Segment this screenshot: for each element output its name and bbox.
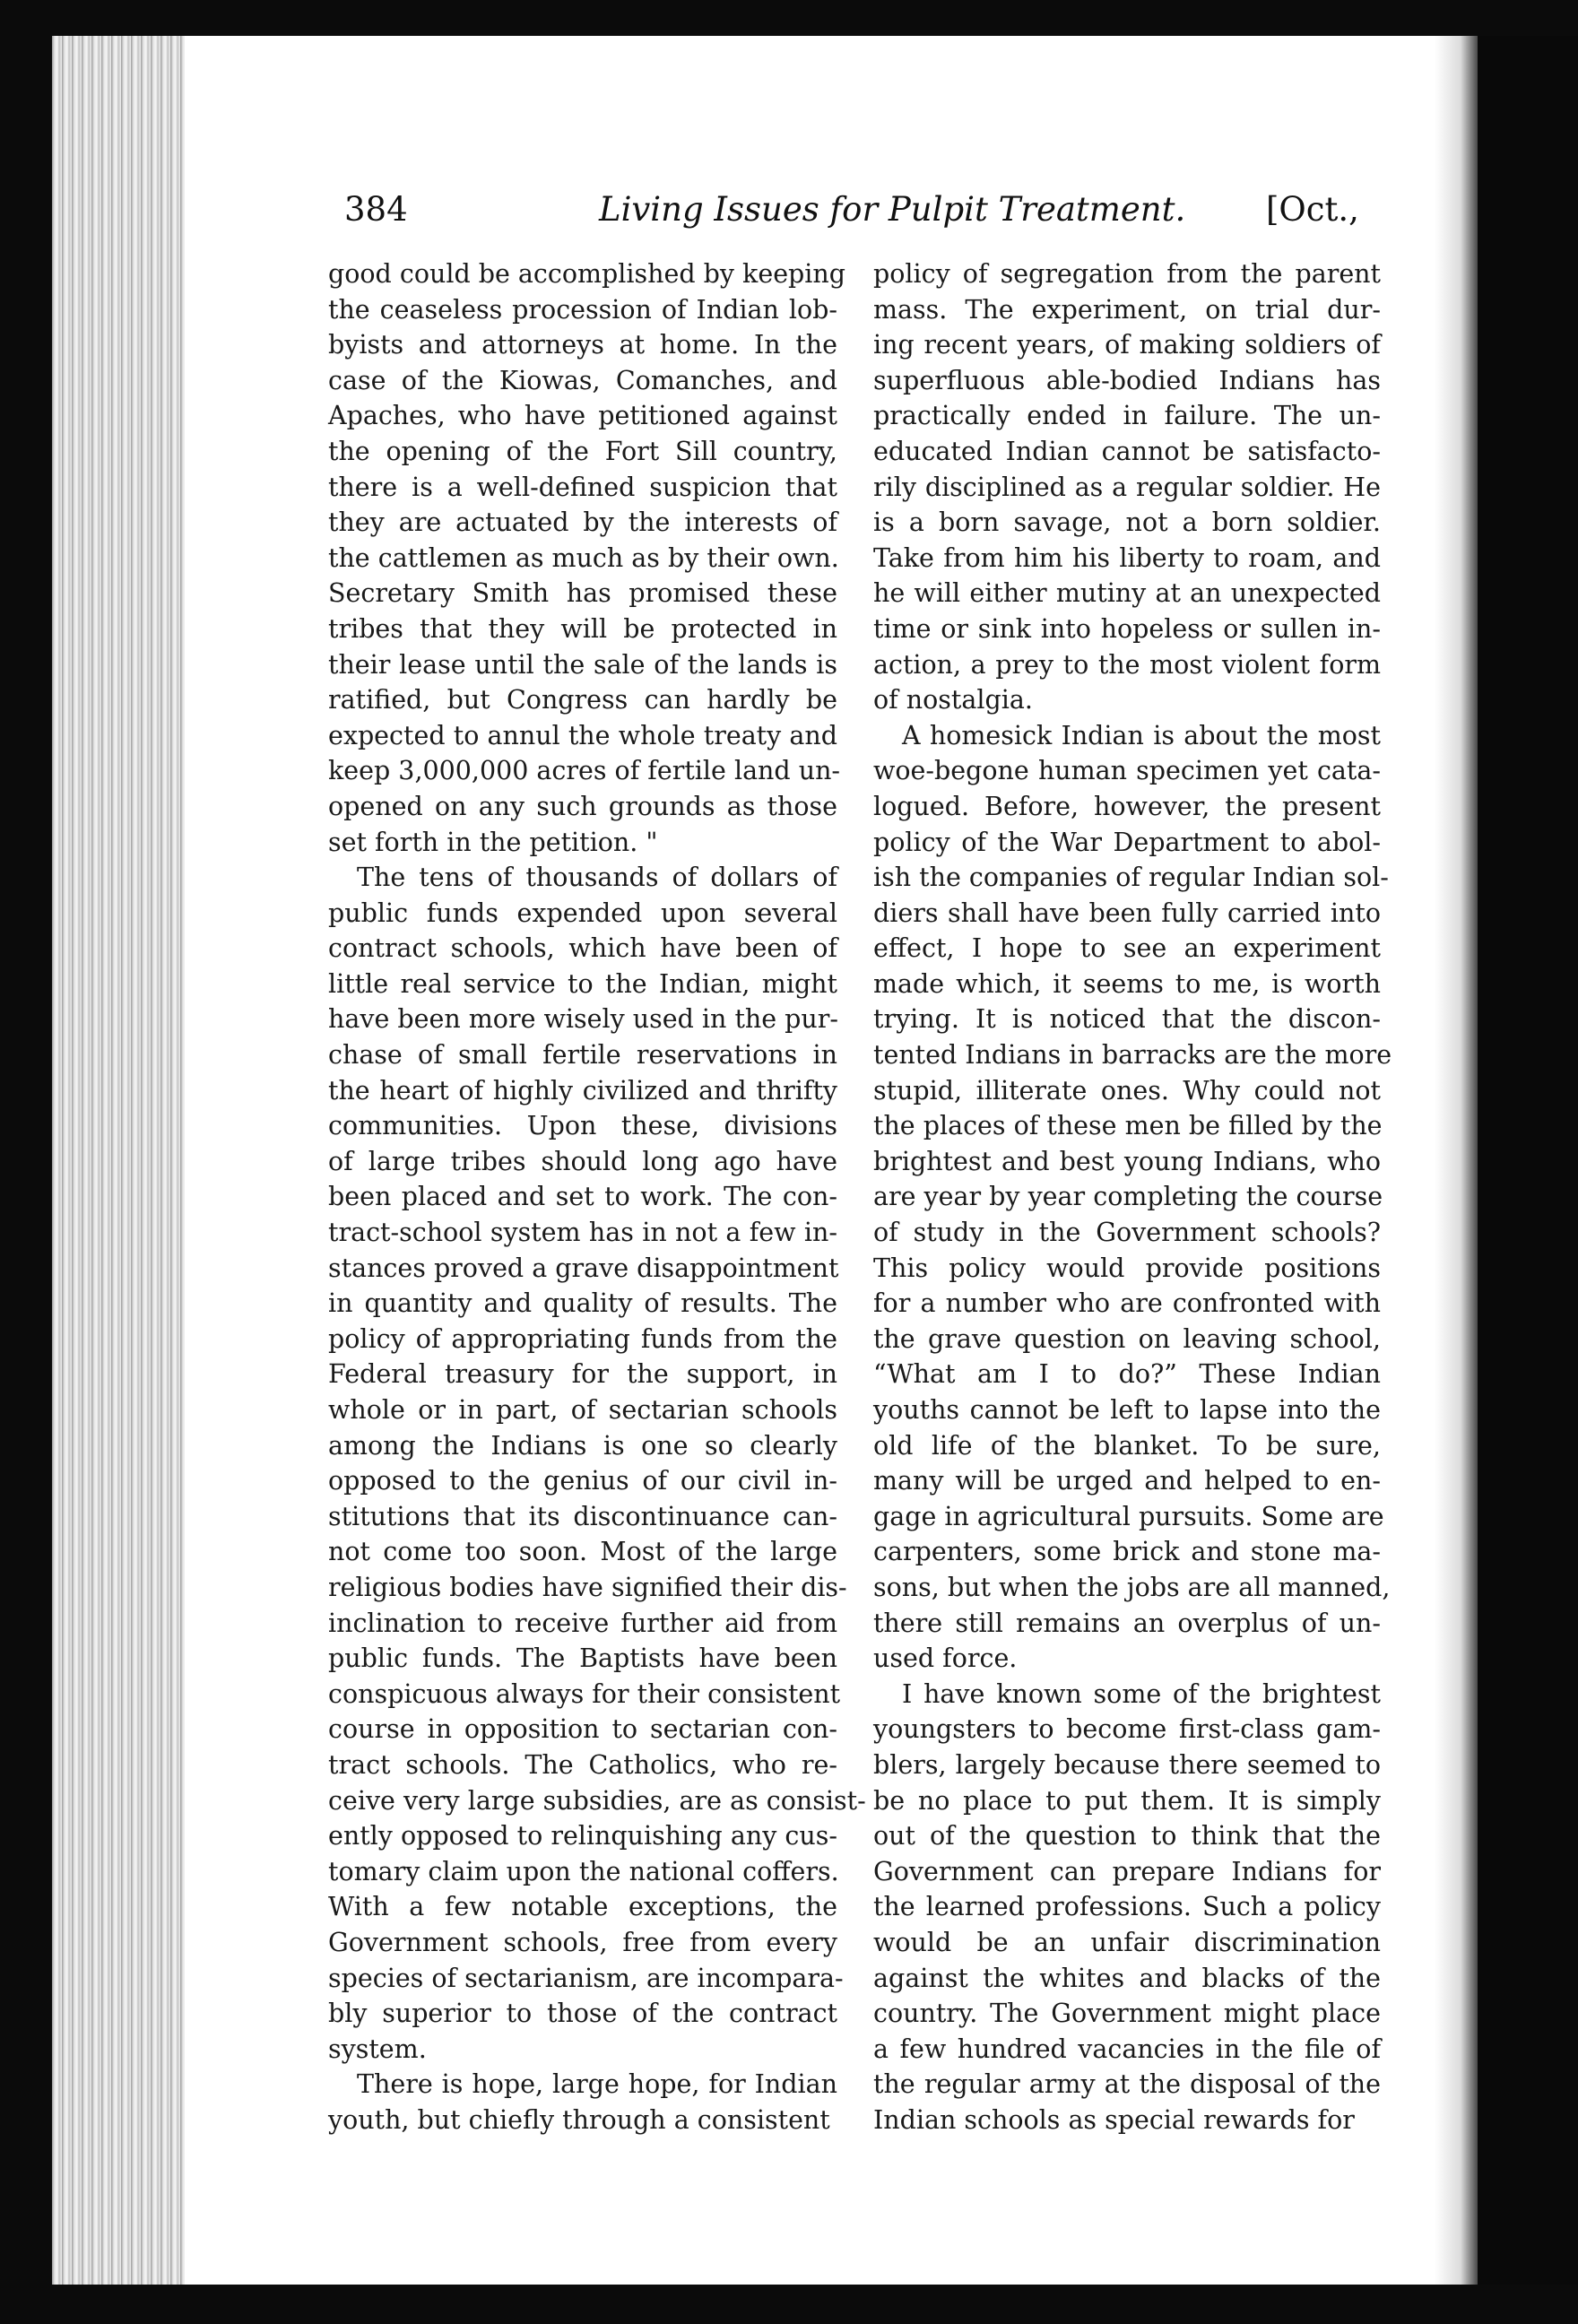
text-line: opposed to the genius of our civil in- <box>328 1466 837 1496</box>
text-line: the cattlemen as much as by their own. <box>328 542 839 573</box>
text-line: byists and attorneys at home. In the <box>328 330 837 360</box>
text-line: be no place to put them. It is simply <box>873 1785 1381 1816</box>
text-line: policy of segregation from the parent <box>873 259 1381 289</box>
text-line: opened on any such grounds as those <box>328 791 837 821</box>
text-line: used force. <box>873 1643 1018 1674</box>
text-line: Take from him his liberty to roam, and <box>873 542 1381 573</box>
text-line: would be an unfair discrimination <box>873 1927 1381 1957</box>
text-line: blers, largely because there seemed to <box>873 1749 1381 1780</box>
text-line: the learned professions. Such a policy <box>873 1892 1381 1922</box>
text-line: rily disciplined as a regular soldier. He <box>873 472 1381 502</box>
text-line: he will either mutiny at an unexpected <box>873 578 1381 609</box>
running-title: Living Issues for Pulpit Treatment. <box>599 190 1186 229</box>
text-line: out of the question to think that the <box>873 1821 1381 1851</box>
text-line: is a born savage, not a born soldier. <box>873 507 1381 538</box>
text-line: superfluous able-bodied Indians has <box>873 365 1381 395</box>
text-line: set forth in the petition. " <box>328 827 658 857</box>
text-line: chase of small fertile reservations in <box>328 1040 837 1071</box>
text-line: course in opposition to sectarian con- <box>328 1714 837 1745</box>
text-line: practically ended in failure. The un- <box>873 401 1381 431</box>
text-line: Federal treasury for the support, in <box>328 1359 837 1390</box>
right-text-column <box>873 256 1392 2138</box>
paragraph <box>328 860 866 2067</box>
text-line: there still remains an overplus of un- <box>873 1608 1381 1638</box>
text-line: made which, it seems to me, is worth <box>873 968 1381 999</box>
left-text-column <box>328 256 866 2138</box>
text-line: case of the Kiowas, Comanches, and <box>328 365 837 395</box>
text-line: woe-begone human specimen yet cata- <box>873 756 1381 786</box>
paragraph <box>873 1677 1381 2138</box>
text-line: they are actuated by the interests of <box>328 507 837 538</box>
text-line: ently opposed to relinquishing any cus- <box>328 1821 837 1851</box>
text-line: diers shall have been fully carried into <box>873 898 1381 928</box>
text-line: ing recent years, of making soldiers of <box>873 330 1381 360</box>
text-line: Secretary Smith has promised these <box>328 578 837 609</box>
text-line: logued. Before, however, the present <box>873 791 1381 821</box>
text-line: public funds expended upon several <box>328 898 837 928</box>
text-line: tract schools. The Catholics, who re- <box>328 1749 837 1780</box>
gutter-shadow <box>1435 36 1478 2285</box>
text-line: Government can prepare Indians for <box>873 1856 1381 1886</box>
text-line: little real service to the Indian, might <box>328 968 837 999</box>
text-line: stances proved a grave disappointment <box>328 1253 839 1283</box>
text-line: There is hope, large hope, for Indian <box>357 2069 837 2100</box>
text-line: This policy would provide positions <box>873 1253 1381 1283</box>
text-line: policy of appropriating funds from the <box>328 1323 837 1354</box>
page-edge-stack <box>52 36 185 2285</box>
text-line: bly superior to those of the contract <box>328 1999 837 2029</box>
scanner-border <box>1478 36 1578 2285</box>
text-line: the places of these men be filled by the <box>873 1111 1383 1141</box>
text-line: old life of the blanket. To be sure, <box>873 1430 1381 1461</box>
text-line: are year by year completing the course <box>873 1182 1383 1212</box>
text-line: not come too soon. Most of the large <box>328 1537 837 1567</box>
text-line: action, a prey to the most violent form <box>873 649 1381 680</box>
text-line: religious bodies have signified their dis- <box>328 1572 847 1602</box>
text-line: brightest and best young Indians, who <box>873 1146 1381 1176</box>
text-line: “What am I to do?” These Indian <box>873 1359 1381 1390</box>
text-line: policy of the War Department to abol- <box>873 827 1381 857</box>
text-line: Apaches, who have petitioned against <box>328 401 837 431</box>
text-line: the opening of the Fort Sill country, <box>328 436 837 466</box>
paragraph <box>873 718 1392 1677</box>
text-line: inclination to receive further aid from <box>328 1608 837 1638</box>
text-line: of study in the Government schools? <box>873 1218 1381 1248</box>
text-line: the ceaseless procession of Indian lob- <box>328 294 837 325</box>
text-line: ish the companies of regular Indian sol- <box>873 863 1389 893</box>
text-line: for a number who are confronted with <box>873 1288 1381 1319</box>
text-line: educated Indian cannot be satisfacto- <box>873 436 1381 466</box>
text-line: tract-school system has in not a few in- <box>328 1218 837 1248</box>
text-line: communities. Upon these, divisions <box>328 1111 837 1141</box>
text-line: tribes that they will be protected in <box>328 613 837 644</box>
text-line: I have known some of the brightest <box>902 1678 1381 1709</box>
text-line: been placed and set to work. The con- <box>328 1182 837 1212</box>
text-line: stitutions that its discontinuance can- <box>328 1501 837 1531</box>
text-line: of nostalgia. <box>873 685 1033 715</box>
text-line: public funds. The Baptists have been <box>328 1643 837 1674</box>
text-line: country. The Government might place <box>873 1999 1381 2029</box>
text-line: mass. The experiment, on trial dur- <box>873 294 1381 325</box>
page-number: 384 <box>344 190 408 229</box>
header-month: [Oct., <box>1266 190 1359 229</box>
paragraph <box>873 256 1381 718</box>
text-line: the heart of highly civilized and thrifty <box>328 1075 837 1106</box>
text-line: youths cannot be left to lapse into the <box>873 1395 1381 1425</box>
text-line: many will be urged and helped to en- <box>873 1466 1381 1496</box>
text-line: have been more wisely used in the pur- <box>328 1004 839 1035</box>
text-line: their lease until the sale of the lands is <box>328 649 837 680</box>
text-line: The tens of thousands of dollars of <box>357 863 837 893</box>
text-line: carpenters, some brick and stone ma- <box>873 1537 1381 1567</box>
text-line: A homesick Indian is about the most <box>902 720 1381 750</box>
text-line: system. <box>328 2034 427 2064</box>
text-line: time or sink into hopeless or sullen in- <box>873 613 1381 644</box>
text-line: youngsters to become first-class gam- <box>873 1714 1381 1745</box>
text-line: the regular army at the disposal of the <box>873 2069 1381 2100</box>
text-line: a few hundred vacancies in the file of <box>873 2034 1381 2064</box>
text-line: among the Indians is one so clearly <box>328 1430 837 1461</box>
paragraph <box>328 2067 837 2138</box>
text-line: keep 3,000,000 acres of fertile land un- <box>328 756 841 786</box>
text-line: sons, but when the jobs are all manned, <box>873 1572 1391 1602</box>
text-line: the grave question on leaving school, <box>873 1323 1381 1354</box>
text-line: Indian schools as special rewards for <box>873 2104 1355 2135</box>
text-line: expected to annul the whole treaty and <box>328 720 837 750</box>
running-header <box>0 190 1578 253</box>
text-line: species of sectarianism, are incompara- <box>328 1963 844 1993</box>
text-line: contract schools, which have been of <box>328 933 837 964</box>
text-line: ceive very large subsidies, are as consist- <box>328 1785 866 1816</box>
text-line: gage in agricultural pursuits. Some are <box>873 1501 1384 1531</box>
text-line: effect, I hope to see an experiment <box>873 933 1381 964</box>
text-line: against the whites and blacks of the <box>873 1963 1381 1993</box>
text-line: stupid, illiterate ones. Why could not <box>873 1075 1381 1106</box>
text-line: whole or in part, of sectarian schools <box>328 1395 837 1425</box>
text-line: good could be accomplished by keeping <box>328 259 846 289</box>
text-line: there is a well-defined suspicion that <box>328 472 837 502</box>
text-line: trying. It is noticed that the discon- <box>873 1004 1381 1035</box>
text-line: in quantity and quality of results. The <box>328 1288 837 1319</box>
text-line: youth, but chiefly through a consistent <box>328 2104 830 2135</box>
text-line: With a few notable exceptions, the <box>328 1892 837 1922</box>
text-line: of large tribes should long ago have <box>328 1146 837 1176</box>
text-line: ratified, but Congress can hardly be <box>328 685 837 715</box>
text-line: tented Indians in barracks are the more <box>873 1040 1392 1071</box>
text-line: conspicuous always for their consistent <box>328 1678 841 1709</box>
text-line: tomary claim upon the national coffers. <box>328 1856 839 1886</box>
paragraph <box>328 256 846 860</box>
text-line: Government schools, free from every <box>328 1927 837 1957</box>
